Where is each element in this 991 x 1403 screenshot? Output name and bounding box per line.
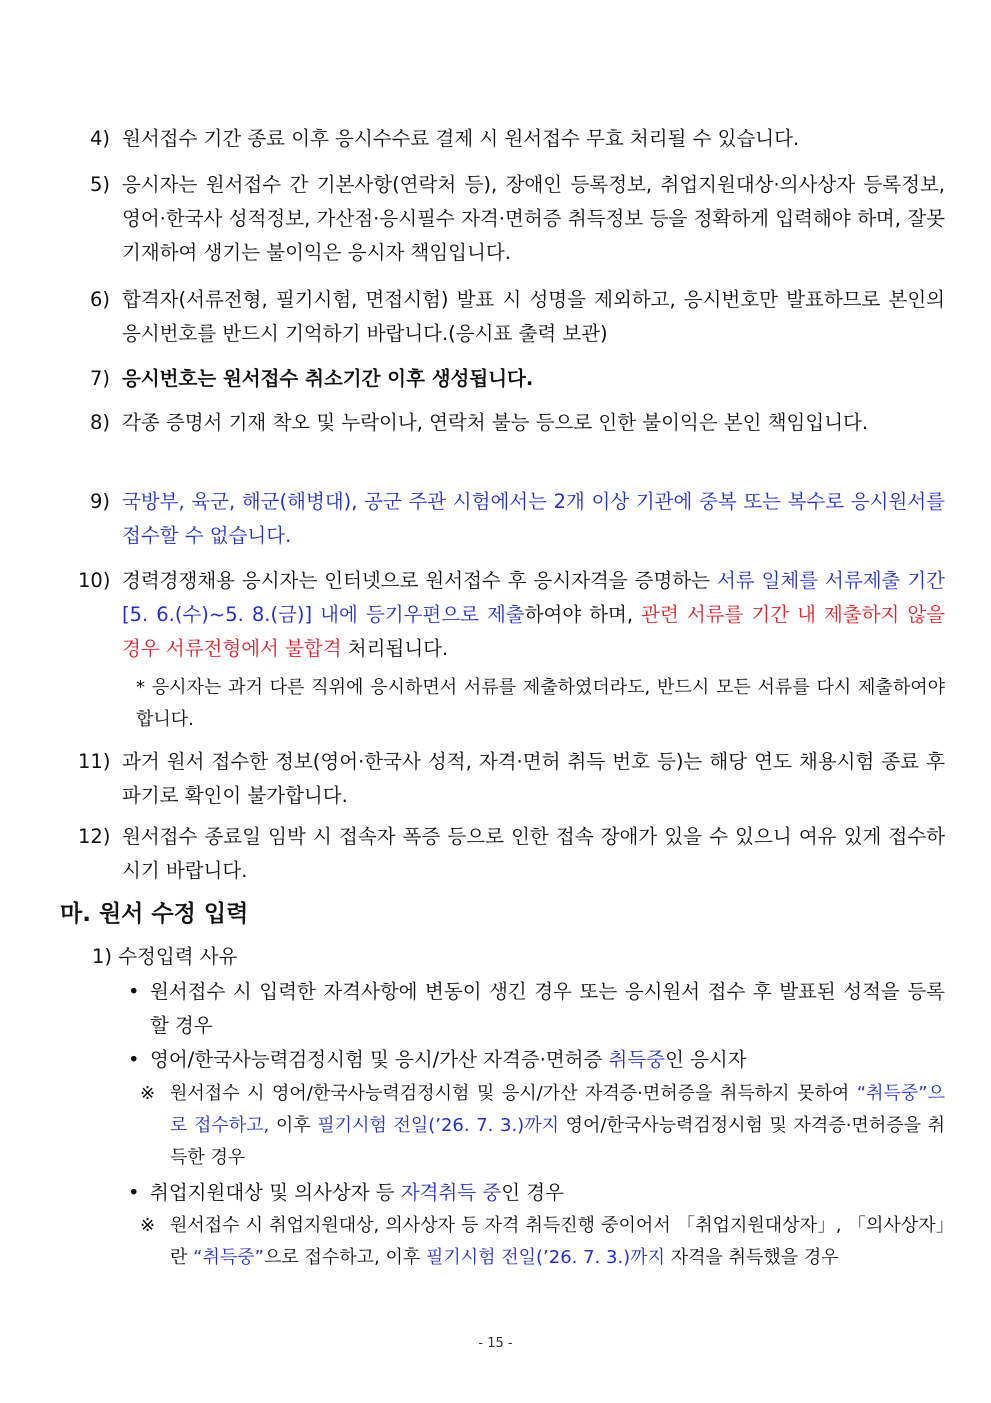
reference-text [140,1210,945,1274]
page-number: - 15 - [478,1336,513,1351]
item-number: 4) [90,127,111,150]
bullet-text: 원서접수 시 입력한 자격사항에 변동이 생긴 경우 또는 응시원서 접수 후 발표된 성적을 등록할 경우 [150,980,945,1037]
bullet-text-part: 영어/한국사능력검정시험 및 응시/가산 자격증·면허증 [150,1048,609,1071]
reference-text-highlight: “취득중”으로 접수하고, [170,1083,945,1136]
bullet-text-part: 인 응시자 [665,1048,747,1071]
bullet-icon: • [128,980,140,1003]
reference-mark-icon: ※ [140,1083,156,1104]
item-number: 9) [90,490,111,513]
item-text-part: 처리됩니다. [341,637,449,660]
list-item-8 [90,406,945,440]
list-item-4 [90,122,945,156]
reference-text [140,1078,945,1174]
note-text: * 응시자는 과거 다른 직위에 응시하면서 서류를 제출하였더라도, 반드시 모든 서류를 다시 제출하여야 합니다. [136,677,945,730]
reference-text-part: 영어/한국사능력검정시험 및 자격증·면허증을 취득한 경우 [170,1115,945,1168]
item-text: 과거 원서 접수한 정보(영어·한국사 성적, 자격·면허 취득 번호 등)는 해당 연도 채용시험 종료 후 파기로 확인이 불가합니다. [122,750,945,807]
reference-note-2 [140,1210,945,1274]
item-text-warning: 관련 서류를 기간 내 제출하지 않을 경우 서류전형에서 불합격 [122,603,946,660]
reference-text-part: 이후 [269,1115,318,1136]
list-item-7 [90,362,945,396]
list-item-9 [90,485,945,553]
reference-text-highlight: 필기시험 전일(’26. 7. 3.)까지 [425,1247,665,1268]
item-number: 7) [90,367,111,390]
item-number: 6) [90,288,111,311]
item-text: 원서접수 기간 종료 이후 응시수수료 결제 시 원서접수 무효 처리될 수 있습니다. [122,127,800,150]
item-text: 국방부, 육군, 해군(해병대), 공군 주관 시험에서는 2개 이상 기관에 중복 또는 복수로 응시원서를 접수할 수 없습니다. [122,490,945,547]
item-text: 합격자(서류전형, 필기시험, 면접시험) 발표 시 성명을 제외하고, 응시번호만 발표하므로 본인의 응시번호를 반드시 기억하기 바랍니다.(응시표 출력 보관) [122,288,945,345]
reference-text-highlight: “취득중” [193,1247,264,1268]
reference-text-highlight: 필기시험 전일(’26. 7. 3.)까지 [317,1115,559,1136]
bullet-icon: • [128,1048,140,1071]
bullet-text [128,1043,945,1077]
reference-text-part: 원서접수 시 영어/한국사능력검정시험 및 응시/가산 자격증·면허증을 취득하지 못하여 [170,1083,857,1104]
item-number: 5) [90,173,111,196]
bullet-item-1 [128,975,945,1043]
bullet-text-part: 인 경우 [501,1181,564,1204]
bullet-item-2 [128,1043,945,1077]
bullet-text [128,1176,945,1210]
item-text: 원서접수 종료일 임박 시 접속자 폭증 등으로 인한 접속 장애가 있을 수 있으니 여유 있게 접수하시기 바랍니다. [122,825,945,882]
item-number: 10) [78,569,111,592]
item-text: 각종 증명서 기재 착오 및 누락이나, 연락처 불능 등으로 인한 불이익은 본인 책임입니다. [122,411,869,434]
bullet-item-3 [128,1176,945,1210]
list-item-5 [90,168,945,270]
reference-text-part: 자격을 취득했을 경우 [664,1247,839,1268]
item-number: 11) [78,750,111,773]
reference-mark-icon: ※ [140,1215,156,1236]
list-item-12 [78,820,945,888]
note-10 [136,672,945,736]
item-text: 응시번호는 원서접수 취소기간 이후 생성됩니다. [122,367,534,390]
item-text-highlight: 서류 일체를 서류제출 기간 [5. 6.(수)~5. 8.(금)] 내에 등기우편으로 제출 [122,569,945,626]
item-text: 응시자는 원서접수 간 기본사항(연락처 등), 장애인 등록정보, 취업지원대상·의사상자 등록정보, 영어·한국사 성적정보, 가산점·응시필수 자격·면허증 취득정보 등을 정확하게 입력해야 하며, 잘못 기재하여 생기는 불이익은 응시자 책임입니다. [122,173,945,264]
bullet-text-highlight: 취득중 [608,1048,666,1071]
subsection-title: 1) 수정입력 사유 [92,945,238,968]
list-item-11 [78,745,945,813]
reference-text-part: 원서접수 시 취업지원대상, 의사상자 등 자격 취득진행 중이어서 「취업지원대상자」, 「의사상자」란 [170,1215,945,1268]
bullet-text-part: 취업지원대상 및 의사상자 등 [150,1181,401,1204]
item-number: 12) [78,825,111,848]
item-text-part: 경력경쟁채용 응시자는 인터넷으로 원서접수 후 응시자격을 증명하는 [122,569,717,592]
list-item-10 [78,564,946,666]
item-number: 8) [90,411,111,434]
item-text-part: 하여야 하며, [524,603,642,626]
list-item-6 [90,283,945,351]
section-heading: 마. 원서 수정 입력 [60,901,249,927]
bullet-icon: • [128,1181,140,1204]
reference-text-part: 으로 접수하고, 이후 [263,1247,426,1268]
item-text [90,564,945,666]
reference-note-1 [140,1078,945,1174]
bullet-text-highlight: 자격취득 중 [400,1181,502,1204]
